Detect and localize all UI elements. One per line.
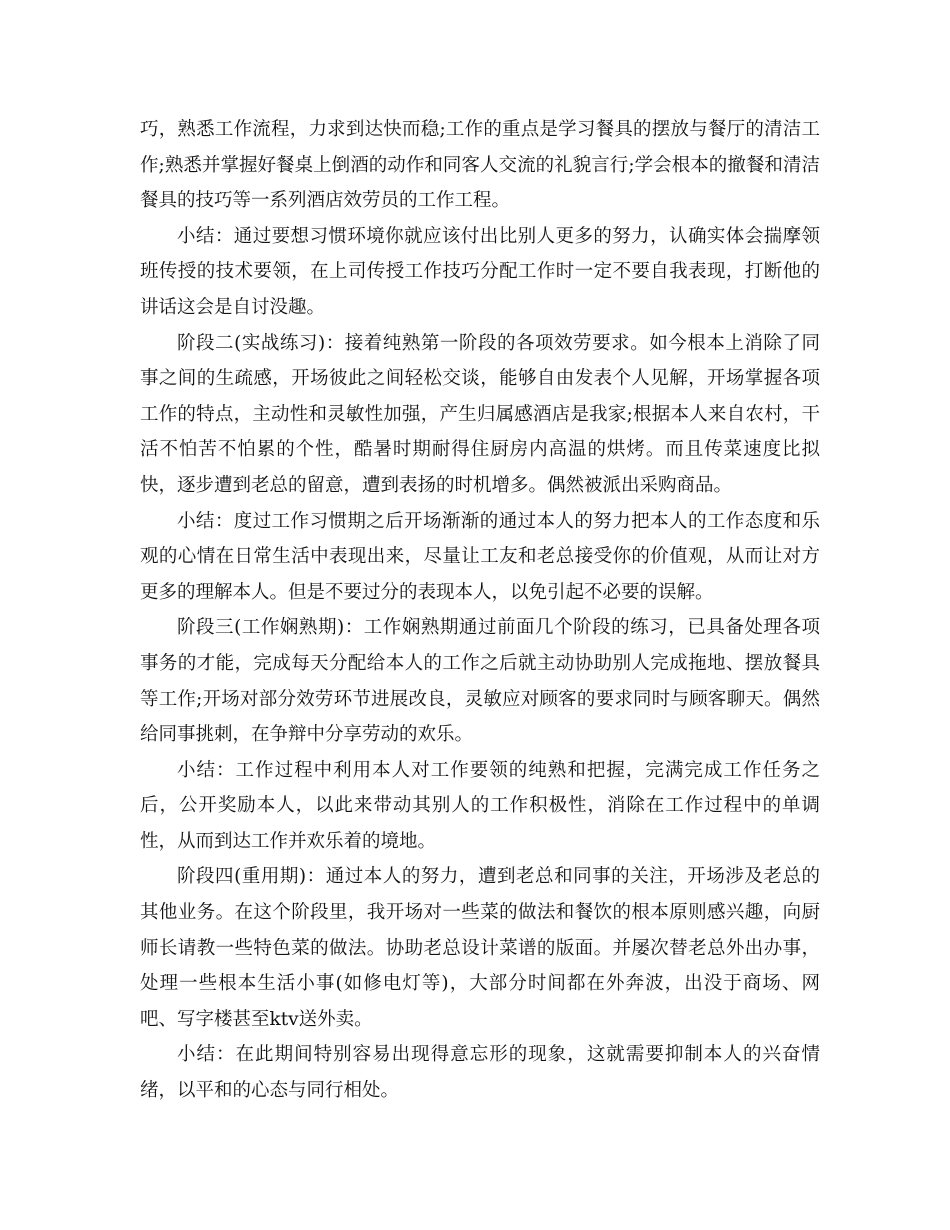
paragraph-summary-1: 小结：通过要想习惯环境你就应该付出比别人更多的努力，认确实体会揣摩领班传授的技术要领，在上司传授工作技巧分配工作时一定不要自我表现，打断他的讲话这会是自讨没趣。 <box>140 225 820 318</box>
paragraph-summary-4: 小结：在此期间特别容易出现得意忘形的现象，这就需要抑制本人的兴奋情绪，以平和的心态与同行相处。 <box>140 1044 820 1102</box>
document-body <box>140 112 820 1109</box>
paragraph-continuation: 巧，熟悉工作流程，力求到达快而稳;工作的重点是学习餐具的摆放与餐厅的清洁工作;熟悉并掌握好餐桌上倒酒的动作和同客人交流的礼貌言行;学会根本的撤餐和清洁餐具的技巧等一系列酒店效劳员的工作工程。 <box>140 119 820 212</box>
paragraph-summary-3: 小结：工作过程中利用本人对工作要领的纯熟和把握，完满完成工作任务之后，公开奖励本人，以此来带动其别人的工作积极性，消除在工作过程中的单调性，从而到达工作并欢乐着的境地。 <box>140 759 820 852</box>
paragraph-stage-2: 阶段二(实战练习)：接着纯熟第一阶段的各项效劳要求。如今根本上消除了同事之间的生疏感，开场彼此之间轻松交谈，能够自由发表个人见解，开场掌握各项工作的特点，主动性和灵敏性加强，产生归属感酒店是我家;根据本人来自农村，干活不怕苦不怕累的个性，酷暑时期耐得住厨房内高温的烘烤。而且传菜速度比拟快，逐步遭到老总的留意，遭到表扬的时机增多。偶然被派出采购商品。 <box>140 332 820 496</box>
paragraph-summary-2: 小结：度过工作习惯期之后开场渐渐的通过本人的努力把本人的工作态度和乐观的心情在日常生活中表现出来，尽量让工友和老总接受你的价值观，从而让对方更多的理解本人。但是不要过分的表现本人，以免引起不必要的误解。 <box>140 510 820 603</box>
paragraph-stage-4: 阶段四(重用期)：通过本人的努力，遭到老总和同事的关注，开场涉及老总的其他业务。在这个阶段里，我开场对一些菜的做法和餐饮的根本原则感兴趣，向厨师长请教一些特色菜的做法。协助老总设计菜谱的版面。并屡次替老总外出办事，处理一些根本生活小事(如修电灯等)，大部分时间都在外奔波，出没于商场、网吧、写字楼甚至ktv送外卖。 <box>140 866 820 1030</box>
paragraph-stage-3: 阶段三(工作娴熟期)：工作娴熟期通过前面几个阶段的练习，已具备处理各项事务的才能，完成每天分配给本人的工作之后就主动协助别人完成拖地、摆放餐具等工作;开场对部分效劳环节进展改良，灵敏应对顾客的要求同时与顾客聊天。偶然给同事挑刺，在争辩中分享劳动的欢乐。 <box>140 617 820 746</box>
